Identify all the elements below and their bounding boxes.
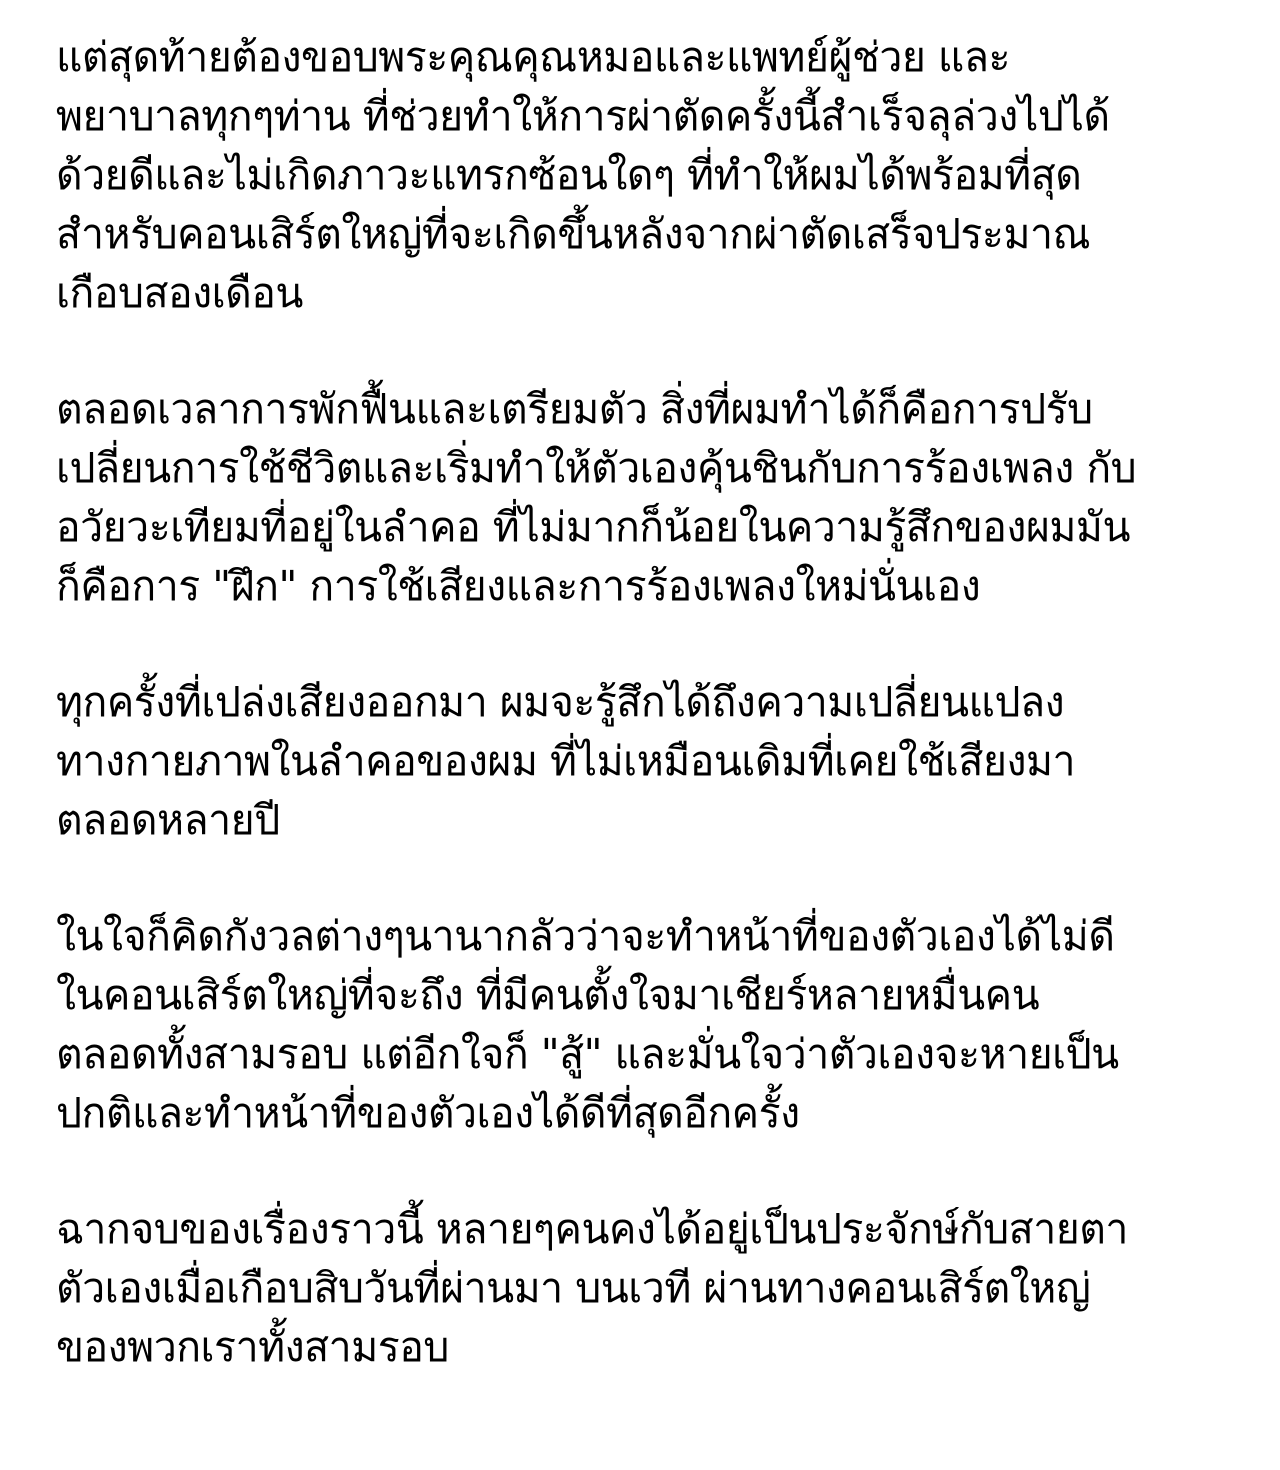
paragraph-4	[56, 907, 1256, 1143]
paragraph-line: ก็คือการ "ฝึก" การใช้เสียงและการร้องเพลงใหม่นั่นเอง	[56, 562, 981, 610]
paragraph-line: ของพวกเราทั้งสามรอบ	[56, 1323, 449, 1371]
paragraph-line: ตลอดหลายปี	[56, 796, 280, 844]
paragraph-line: แต่สุดท้ายต้องขอบพระคุณคุณหมอและแพทย์ผู้ช่วย และ	[56, 33, 1010, 81]
paragraph-line: อวัยวะเทียมที่อยู่ในลำคอ ที่ไม่มากก็น้อยในความรู้สึกของผมมัน	[56, 503, 1130, 551]
paragraph-line: ตัวเองเมื่อเกือบสิบวันที่ผ่านมา บนเวที ผ่านทางคอนเสิร์ตใหญ่	[56, 1264, 1091, 1312]
paragraph-1	[56, 28, 1256, 323]
paragraph-line: พยาบาลทุกๆท่าน ที่ช่วยทำให้การผ่าตัดครั้งนี้สำเร็จลุล่วงไปได้	[56, 92, 1110, 140]
paragraph-line: เกือบสองเดือน	[56, 269, 303, 317]
paragraph-line: เปลี่ยนการใช้ชีวิตและเริ่มทำให้ตัวเองคุ้นชินกับการร้องเพลง กับ	[56, 444, 1137, 492]
paragraph-line: ตลอดเวลาการพักฟื้นและเตรียมตัว สิ่งที่ผมทำได้ก็คือการปรับ	[56, 385, 1093, 433]
paragraph-line: ฉากจบของเรื่องราวนี้ หลายๆคนคงได้อยู่เป็นประจักษ์กับสายตา	[56, 1205, 1128, 1253]
paragraph-line: ทุกครั้งที่เปล่งเสียงออกมา ผมจะรู้สึกได้ถึงความเปลี่ยนแปลง	[56, 678, 1065, 726]
paragraph-line: ตลอดทั้งสามรอบ แต่อีกใจก็ "สู้" และมั่นใจว่าตัวเองจะหายเป็น	[56, 1030, 1119, 1078]
paragraph-line: ในคอนเสิร์ตใหญ่ที่จะถึง ที่มีคนตั้งใจมาเชียร์หลายหมื่นคน	[56, 971, 1040, 1019]
paragraph-line: ปกติและทำหน้าที่ของตัวเองได้ดีที่สุดอีกครั้ง	[56, 1089, 800, 1137]
paragraph-3	[56, 673, 1256, 850]
paragraph-2	[56, 380, 1256, 616]
paragraph-line: ในใจก็คิดกังวลต่างๆนานากลัวว่าจะทำหน้าที่ของตัวเองได้ไม่ดี	[56, 912, 1115, 960]
paragraph-5	[56, 1200, 1256, 1377]
paragraph-line: ทางกายภาพในลำคอของผม ที่ไม่เหมือนเดิมที่เคยใช้เสียงมา	[56, 737, 1076, 785]
paragraph-line: สำหรับคอนเสิร์ตใหญ่ที่จะเกิดขึ้นหลังจากผ่าตัดเสร็จประมาณ	[56, 210, 1091, 258]
document-body	[56, 28, 1256, 1434]
paragraph-line: ด้วยดีและไม่เกิดภาวะแทรกซ้อนใดๆ ที่ทำให้ผมได้พร้อมที่สุด	[56, 151, 1082, 199]
